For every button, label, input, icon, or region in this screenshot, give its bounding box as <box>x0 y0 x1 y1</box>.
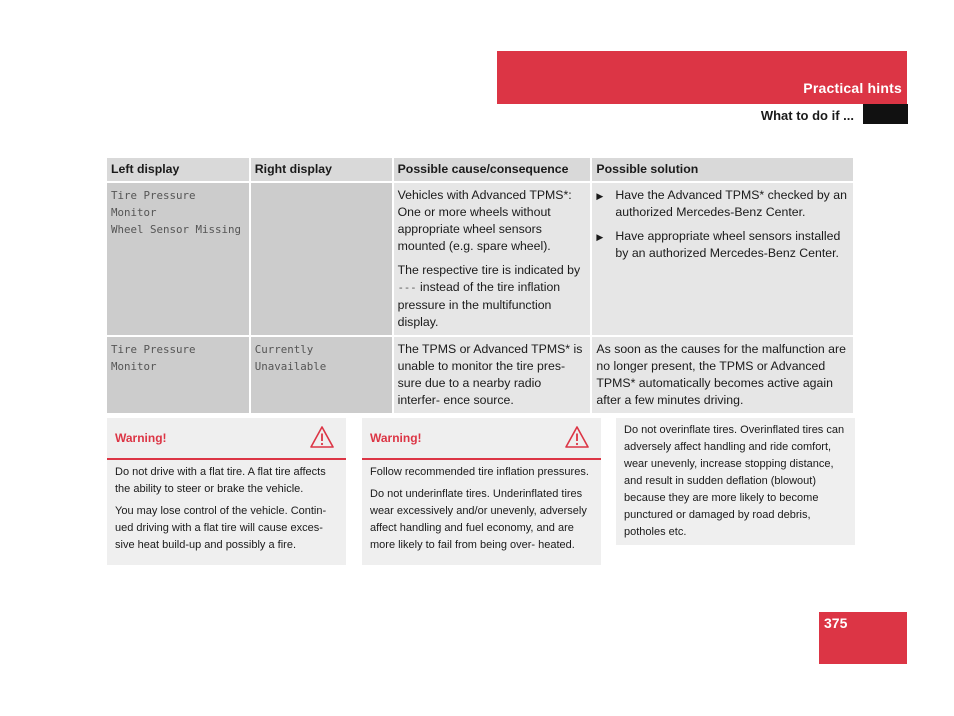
table-header-row <box>107 158 854 182</box>
solution-text: Have appropriate wheel sensors installed by an authorized Mercedes-Benz Center. <box>615 229 841 260</box>
fault-table <box>107 158 855 415</box>
display-text: Wheel Sensor Missing <box>111 223 242 236</box>
solution-item <box>596 228 849 262</box>
warning-box <box>362 418 601 565</box>
table-row <box>107 336 854 414</box>
solution-cell <box>591 336 854 414</box>
warning-triangle-icon <box>310 426 334 448</box>
cause-text-part: instead of the tire inflation pressure in the multifunction display. <box>397 280 561 329</box>
display-text: Tire Pressure Monitor <box>111 189 196 219</box>
warning-box <box>107 418 346 565</box>
cause-text <box>398 262 587 331</box>
display-text: Currently <box>254 343 314 356</box>
warning-body <box>362 460 601 565</box>
section-title: Practical hints <box>803 80 902 96</box>
solution-cell <box>591 182 854 336</box>
warning-text: Do not underinflate tires. Underinflated tires wear excessively and/or unevenly, adversely affect handling and fuel economy, and are more likely to fail from being over- heated. <box>370 488 587 551</box>
triangle-right-icon: ▶ <box>596 191 604 201</box>
right-display-cell <box>250 182 393 336</box>
warning-title: Warning! <box>370 431 422 445</box>
left-display-cell <box>107 336 250 414</box>
display-text: Unavailable <box>254 360 327 373</box>
header-right-display: Right display <box>250 158 393 182</box>
warning-text: Follow recommended tire inflation pressures. <box>370 466 589 478</box>
warning-triangle-icon <box>565 426 589 448</box>
cause-cell <box>393 336 592 414</box>
right-display-cell <box>250 336 393 414</box>
header-left-display: Left display <box>107 158 250 182</box>
triangle-right-icon: ▶ <box>596 232 604 242</box>
thumb-tab <box>863 104 908 124</box>
solution-text: As soon as the causes for the malfunction are no longer present, the TPMS or Advanced TPMS* automatically becomes active again after a few minutes driving. <box>596 342 846 407</box>
note-box: Do not overinflate tires. Overinflated tires can adversely affect handling and ride comfort, wear unevenly, increase stopping distance, and result in sudden deflation (blowout) because they are more likely to become punctured or damaged by road debris, potholes etc. <box>616 418 855 545</box>
warning-text: Do not drive with a flat tire. A flat tire affects the ability to steer or brake the vehicle. <box>115 466 326 495</box>
warning-text: You may lose control of the vehicle. Contin- ued driving with a flat tire will cause exces- sive heat build-up and possibly a fire. <box>115 505 327 551</box>
table-row <box>107 182 854 336</box>
warning-header <box>107 418 346 460</box>
cause-text-part: The respective tire is indicated by <box>397 263 581 277</box>
warning-title: Warning! <box>115 431 167 445</box>
header-band <box>497 51 907 104</box>
header-solution: Possible solution <box>591 158 854 182</box>
cause-text: The TPMS or Advanced TPMS* is unable to monitor the tire pres- sure due to a nearby radio interfer- ence source. <box>397 342 583 407</box>
display-text: Tire Pressure Monitor <box>111 343 196 373</box>
solution-text: Have the Advanced TPMS* checked by an authorized Mercedes-Benz Center. <box>615 188 847 219</box>
page-number: 375 <box>824 615 848 631</box>
left-display-cell <box>107 182 250 336</box>
solution-item <box>596 187 849 221</box>
subsection-title: What to do if ... <box>760 108 854 123</box>
warning-body <box>107 460 346 565</box>
warning-header <box>362 418 601 460</box>
dash-indicator: --- <box>397 282 417 294</box>
header-cause: Possible cause/consequence <box>393 158 592 182</box>
cause-text: Vehicles with Advanced TPMS*: One or more wheels without appropriate wheel sensors mounted (e.g. spare wheel). <box>397 188 572 253</box>
cause-cell <box>393 182 592 336</box>
